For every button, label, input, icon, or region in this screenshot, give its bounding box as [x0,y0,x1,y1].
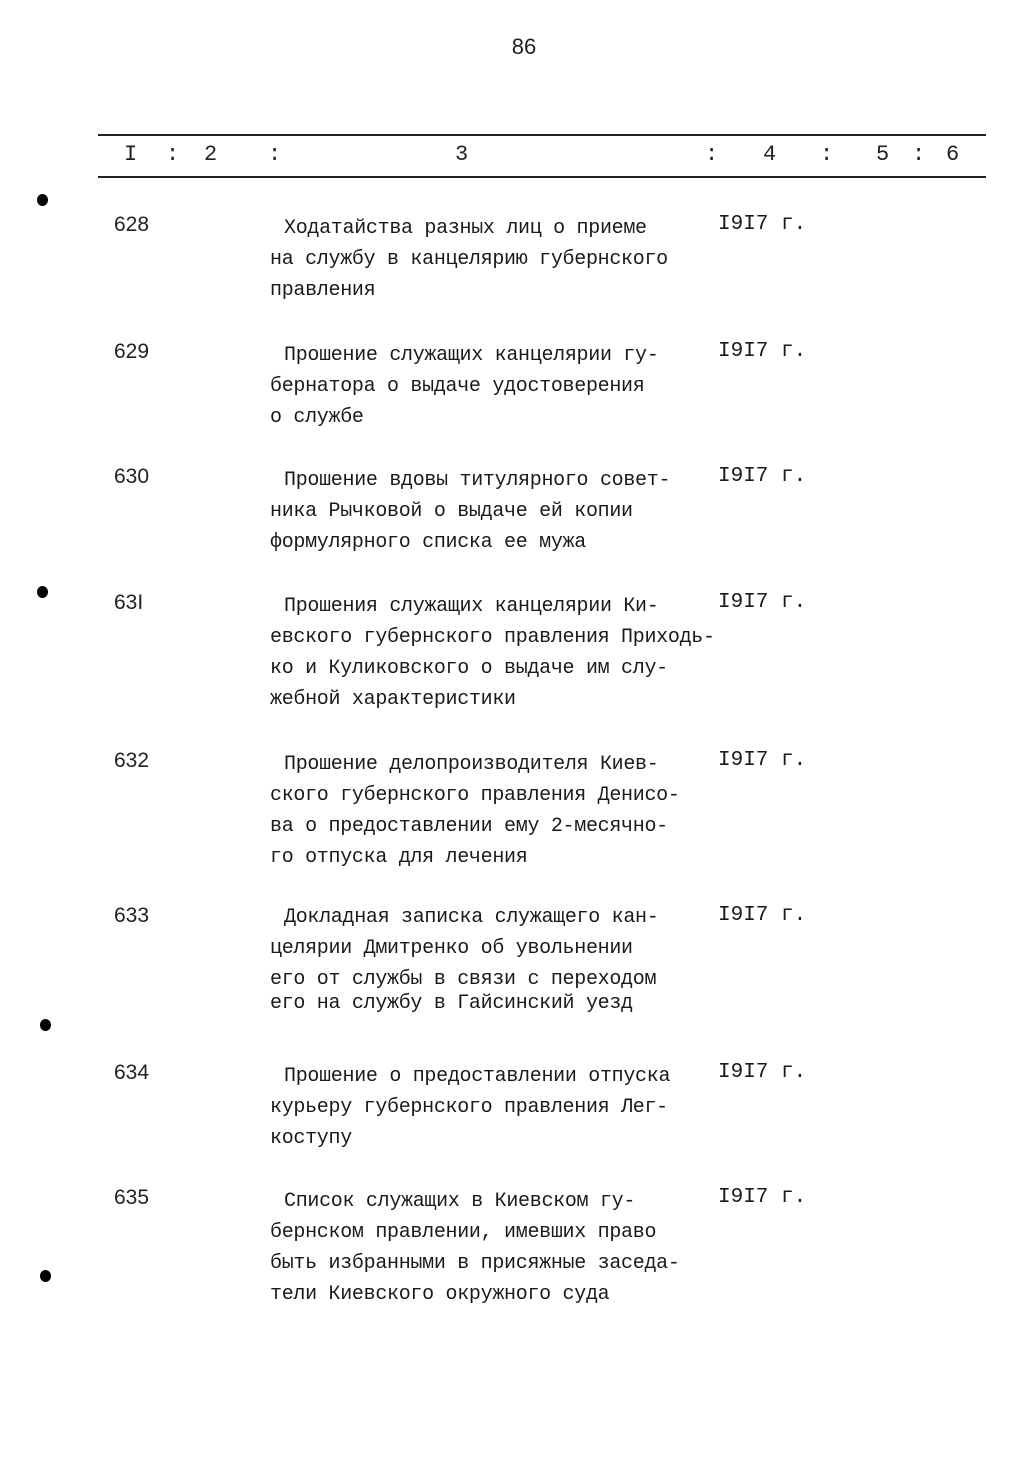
punch-hole-mark [40,1270,51,1282]
entry-date: I9I7 г. [718,213,807,236]
entry-date: I9I7 г. [718,1061,807,1084]
header-col-2: 2 [204,142,218,167]
entry-number: 63I [114,591,144,614]
entry-number: 635 [114,1186,150,1209]
table-header-bottom-rule [98,176,986,178]
entry-description: Список служащих в Киевском гу- бернском правлении, имевших право быть избранными в присяжные заседа- тели Киевского окружного суда [270,1190,680,1306]
entry-date: I9I7 г. [718,465,807,488]
entry-description: Прошение делопроизводителя Киев- ского губернского правления Денисо- ва о предоставлении ему 2-месячно- го отпуска для лечения [270,753,680,869]
entry-number: 630 [114,465,150,488]
entry-date: I9I7 г. [718,1186,807,1209]
header-sep: : [705,142,719,167]
header-sep: : [268,142,282,167]
entry-date: I9I7 г. [718,749,807,772]
header-sep: : [166,142,180,167]
header-sep: : [912,142,926,167]
entry-date: I9I7 г. [718,340,807,363]
header-col-4: 4 [763,142,777,167]
page-number: 86 [511,34,537,59]
entry-number: 634 [114,1061,150,1084]
punch-hole-mark [40,1019,51,1031]
entry-description: Прошение о предоставлении отпуска курьеру губернского правления Лег- костyпу [270,1065,671,1150]
entry-description: Прошение вдовы титулярного совет- ника Рычковой о выдаче ей копии формулярного списка ее мужа [270,469,671,554]
header-col-5: 5 [876,142,890,167]
entry-date: I9I7 г. [718,591,807,614]
entry-description: Прошения служащих канцелярии Ки- евского губернского правления Приходь- ко и Куликовского о выдаче им слу- жебной характеристики [270,595,715,711]
entry-number: 632 [114,749,150,772]
punch-hole-mark [37,586,48,598]
table-top-rule [98,134,986,136]
entry-description: Докладная записка служащего кан- целярии Дмитренко об увольнении его от службы в связи с переходом его на службу в Гайсинский уезд [270,906,659,1015]
header-sep: : [820,142,834,167]
punch-hole-mark [37,194,48,206]
entry-description: Ходатайства разных лиц о приеме на службу в канцелярию губернского правления [270,217,668,302]
header-col-6: 6 [946,142,960,167]
entry-number: 633 [114,904,150,927]
entry-number: 628 [114,213,150,236]
header-col-3: 3 [455,142,469,167]
entry-date: I9I7 г. [718,904,807,927]
entry-number: 629 [114,340,150,363]
entry-description: Прошение служащих канцелярии гу- бернатора о выдаче удостоверения о службе [270,344,659,429]
header-col-1: I [124,142,138,167]
